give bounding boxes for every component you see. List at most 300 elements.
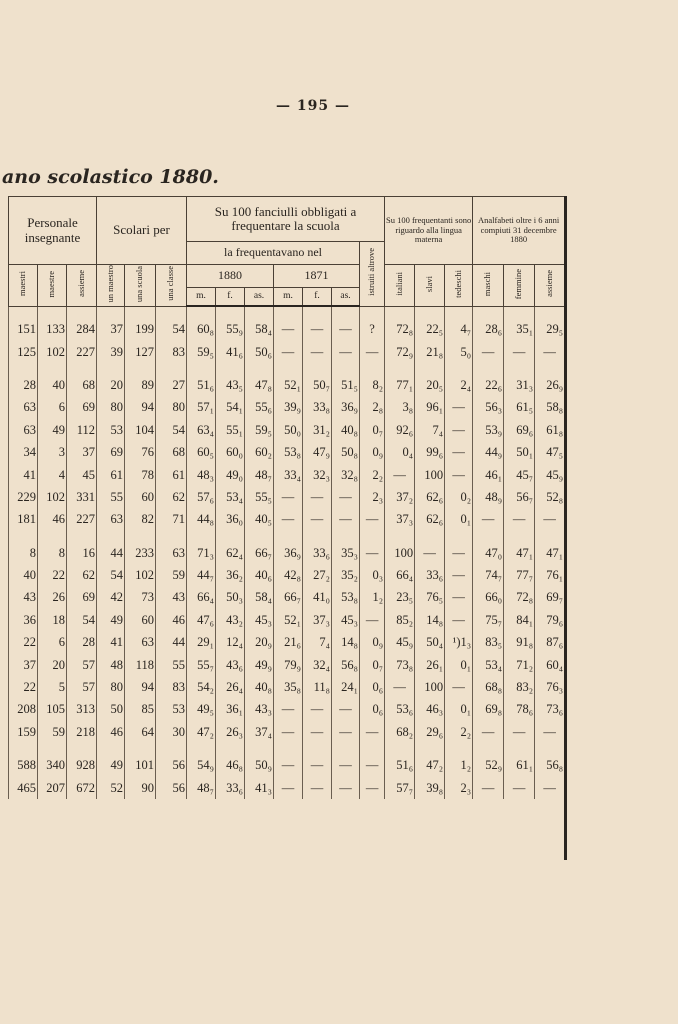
table-cell: 20 <box>38 654 67 676</box>
table-cell: 54 <box>97 564 125 586</box>
table-row <box>9 397 565 419</box>
table-cell: 79₆ <box>535 609 565 631</box>
table-cell: 33₆ <box>415 564 445 586</box>
table-cell: — <box>385 676 415 698</box>
table-cell: 208 <box>9 699 38 721</box>
table-cell: 159 <box>9 721 38 743</box>
table-cell: 78 <box>125 464 156 486</box>
table-cell: 77₇ <box>504 564 535 586</box>
table-cell: 0₇ <box>360 419 385 441</box>
group-gap-row <box>9 363 565 374</box>
table-cell: 69 <box>67 587 97 609</box>
table-cell: 36₀ <box>216 509 245 531</box>
table-cell: 53₈ <box>274 441 303 463</box>
table-cell: 47₁ <box>535 542 565 564</box>
table-cell: — <box>303 318 332 340</box>
table-cell: 0₃ <box>360 564 385 586</box>
table-cell: — <box>332 509 360 531</box>
table-cell: 47₉ <box>303 441 332 463</box>
table-cell: 29₆ <box>415 721 445 743</box>
table-cell: 18 <box>38 609 67 631</box>
table-cell: — <box>303 699 332 721</box>
table-cell: 37₂ <box>385 486 415 508</box>
table-cell: 227 <box>67 509 97 531</box>
table-cell: — <box>303 777 332 799</box>
table-row <box>9 676 565 698</box>
table-cell: 35₃ <box>332 542 360 564</box>
table-cell: 52₉ <box>473 755 504 777</box>
table-cell: 60 <box>125 486 156 508</box>
table-cell: 83₅ <box>473 632 504 654</box>
table-cell: 79₉ <box>274 654 303 676</box>
table-cell: — <box>385 464 415 486</box>
header-maschi: maschi <box>473 265 504 307</box>
table-cell: — <box>445 542 473 564</box>
table-cell: 47₆ <box>187 609 216 631</box>
table-cell: 229 <box>9 486 38 508</box>
table-cell: 45₉ <box>535 464 565 486</box>
table-row <box>9 318 565 340</box>
table-cell: 45₃ <box>332 609 360 631</box>
table-cell: 43₅ <box>216 374 245 396</box>
table-cell: 50₉ <box>245 755 274 777</box>
table-cell: — <box>445 441 473 463</box>
table-cell: 2₄ <box>445 374 473 396</box>
table-cell: 69₈ <box>473 699 504 721</box>
table-cell: — <box>274 699 303 721</box>
table-cell: 62₆ <box>415 509 445 531</box>
table-cell: — <box>303 509 332 531</box>
table-cell: 39₉ <box>274 397 303 419</box>
table-cell: 26₄ <box>216 676 245 698</box>
header-1880-f: f. <box>216 287 245 306</box>
table-cell: 50₄ <box>415 632 445 654</box>
table-cell: — <box>360 721 385 743</box>
table-cell: 2₂ <box>445 721 473 743</box>
table-cell: 0₆ <box>360 699 385 721</box>
table-cell: 0₁ <box>445 699 473 721</box>
table-cell: 32₈ <box>332 464 360 486</box>
table-row <box>9 419 565 441</box>
table-cell: 47₅ <box>535 441 565 463</box>
table-cell: — <box>274 486 303 508</box>
table-cell: — <box>415 542 445 564</box>
table-cell: 63₄ <box>187 419 216 441</box>
table-cell: — <box>332 486 360 508</box>
table-cell: — <box>332 777 360 799</box>
table-cell: 85 <box>125 699 156 721</box>
table-cell: 22 <box>38 564 67 586</box>
table-cell: — <box>360 755 385 777</box>
table-cell: 29₅ <box>535 318 565 340</box>
table-cell: 7₄ <box>415 419 445 441</box>
table-cell: 63 <box>9 397 38 419</box>
table-cell: — <box>360 341 385 363</box>
table-right-border <box>564 196 567 860</box>
table-cell: 35₂ <box>332 564 360 586</box>
table-cell: 112 <box>67 419 97 441</box>
table-cell: 55₆ <box>245 397 274 419</box>
table-cell: 60₀ <box>216 441 245 463</box>
table-cell: 51₆ <box>385 755 415 777</box>
table-cell: 62 <box>67 564 97 586</box>
table-cell: 42 <box>97 587 125 609</box>
table-cell: 47₂ <box>415 755 445 777</box>
table-cell: 54 <box>156 419 187 441</box>
table-cell: 0₉ <box>360 441 385 463</box>
table-cell: 62₆ <box>415 486 445 508</box>
table-cell: 14₈ <box>332 632 360 654</box>
header-1871-as: as. <box>332 287 360 306</box>
table-row <box>9 486 565 508</box>
table-cell: 54₁ <box>216 397 245 419</box>
table-cell: 76₅ <box>415 587 445 609</box>
table-cell: 40₅ <box>245 509 274 531</box>
table-cell: 55₉ <box>216 318 245 340</box>
table-cell: 46₁ <box>473 464 504 486</box>
table-cell: 61 <box>97 464 125 486</box>
group-gap-row <box>9 744 565 755</box>
table-cell: 40 <box>9 564 38 586</box>
table-cell: 58₈ <box>535 397 565 419</box>
table-cell: 43₃ <box>245 699 274 721</box>
header-fanciulli: Su 100 fanciulli obbligati a frequentare la scuola <box>187 197 385 242</box>
table-cell: — <box>332 721 360 743</box>
table-cell: 71₂ <box>504 654 535 676</box>
table-cell: 66₇ <box>245 542 274 564</box>
table-cell: 55 <box>97 486 125 508</box>
table-cell: 53₆ <box>385 699 415 721</box>
table-cell: 102 <box>38 341 67 363</box>
table-cell: 50₀ <box>274 419 303 441</box>
table-cell: 75₇ <box>473 609 504 631</box>
table-cell: 57₆ <box>187 486 216 508</box>
table-cell: 37₃ <box>303 609 332 631</box>
table-cell: — <box>274 721 303 743</box>
spacer-row <box>9 306 565 318</box>
table-cell: 61₈ <box>535 419 565 441</box>
table-row <box>9 542 565 564</box>
table-cell: 5 <box>38 676 67 698</box>
table-cell: 21₈ <box>415 341 445 363</box>
table-cell: 56₈ <box>535 755 565 777</box>
table-cell: 56₇ <box>504 486 535 508</box>
table-cell: 56₃ <box>473 397 504 419</box>
table-cell: 233 <box>125 542 156 564</box>
table-cell: 59₅ <box>245 419 274 441</box>
table-cell: 53₉ <box>473 419 504 441</box>
table-cell: 44₉ <box>473 441 504 463</box>
header-1880-as: as. <box>245 287 274 306</box>
table-cell: 40 <box>38 374 67 396</box>
table-cell: 46 <box>38 509 67 531</box>
table-cell: 24₁ <box>332 676 360 698</box>
table-cell: 43 <box>156 587 187 609</box>
table-cell: 20 <box>97 374 125 396</box>
table-cell: 80 <box>97 676 125 698</box>
header-tedeschi: tedeschi <box>445 265 473 307</box>
table-cell: 102 <box>38 486 67 508</box>
table-cell: 53 <box>156 699 187 721</box>
table-cell: 62 <box>156 486 187 508</box>
table-cell: 31₂ <box>303 419 332 441</box>
table-cell: 55₇ <box>187 654 216 676</box>
table-row <box>9 699 565 721</box>
table-cell: 39 <box>97 341 125 363</box>
table-cell: 33₄ <box>274 464 303 486</box>
table-cell: 102 <box>125 564 156 586</box>
table-cell: 14₈ <box>415 609 445 631</box>
table-cell: 52₁ <box>274 609 303 631</box>
table-row <box>9 587 565 609</box>
header-istruiti-altrove: istruiti altrove <box>360 242 385 307</box>
table-cell: 59 <box>156 564 187 586</box>
table-cell: 36₂ <box>216 564 245 586</box>
table-cell: — <box>504 341 535 363</box>
table-cell: 49 <box>38 419 67 441</box>
table-cell: 49 <box>97 755 125 777</box>
header-lingua: Su 100 frequentanti sono riguardo alla lingua materna <box>385 197 473 265</box>
table-cell: 52₁ <box>274 374 303 396</box>
table-cell: 73 <box>125 587 156 609</box>
table-cell: 48₉ <box>473 486 504 508</box>
header-una-classe: una classe <box>156 265 187 307</box>
table-cell: 63 <box>9 419 38 441</box>
table-cell: 87₆ <box>535 632 565 654</box>
table-cell: 69₇ <box>535 587 565 609</box>
table-cell: 36₁ <box>216 699 245 721</box>
table-cell: 56 <box>156 755 187 777</box>
table-cell: — <box>445 609 473 631</box>
header-frequentavano: la frequentavano nel <box>187 242 360 265</box>
table-cell: 69 <box>97 441 125 463</box>
table-cell: 672 <box>67 777 97 799</box>
page-number: — 195 — <box>276 98 350 114</box>
table-cell: 928 <box>67 755 97 777</box>
table-cell: 37 <box>67 441 97 463</box>
table-cell: 20₅ <box>415 374 445 396</box>
table-cell: 49₀ <box>216 464 245 486</box>
table-cell: 125 <box>9 341 38 363</box>
table-cell: 57 <box>67 676 97 698</box>
table-cell: 22 <box>9 632 38 654</box>
table-cell: 55₁ <box>216 419 245 441</box>
table-cell: — <box>504 721 535 743</box>
table-cell: 26₃ <box>216 721 245 743</box>
table-cell: 59 <box>38 721 67 743</box>
table-cell: — <box>332 755 360 777</box>
table-cell: 100 <box>385 542 415 564</box>
group-gap-row <box>9 531 565 542</box>
table-cell: 48₇ <box>245 464 274 486</box>
table-cell: 49₉ <box>245 654 274 676</box>
table-cell: 72₉ <box>385 341 415 363</box>
table-cell: — <box>445 676 473 698</box>
table-cell: 50₆ <box>245 341 274 363</box>
header-1871-m: m. <box>274 287 303 306</box>
table-cell: 61 <box>156 464 187 486</box>
table-row <box>9 441 565 463</box>
table-cell: 118 <box>125 654 156 676</box>
table-cell: 101 <box>125 755 156 777</box>
table-cell: 50₈ <box>332 441 360 463</box>
table-row <box>9 341 565 363</box>
table-cell: 22 <box>9 676 38 698</box>
table-cell: 96₁ <box>415 397 445 419</box>
table-cell: 45 <box>67 464 97 486</box>
table-cell: 32₄ <box>303 654 332 676</box>
table-cell: 76₁ <box>535 564 565 586</box>
table-cell: 37 <box>9 654 38 676</box>
table-cell: 63 <box>156 542 187 564</box>
table-cell: 83₂ <box>504 676 535 698</box>
table-cell: — <box>445 564 473 586</box>
table-cell: 46 <box>97 721 125 743</box>
table-cell: 21₆ <box>274 632 303 654</box>
table-cell: 68 <box>156 441 187 463</box>
table-cell: — <box>332 699 360 721</box>
table-cell: 340 <box>38 755 67 777</box>
header-scolari: Scolari per <box>97 197 187 265</box>
table-cell: 53 <box>97 419 125 441</box>
table-cell: — <box>445 419 473 441</box>
table-cell: — <box>504 777 535 799</box>
table-cell: 22₅ <box>415 318 445 340</box>
table-cell: 41 <box>97 632 125 654</box>
table-cell: 68 <box>67 374 97 396</box>
table-cell: 52₈ <box>535 486 565 508</box>
table-cell: 0₄ <box>385 441 415 463</box>
table-cell: 83 <box>156 676 187 698</box>
table-body <box>9 306 565 799</box>
table-cell: 85₂ <box>385 609 415 631</box>
table-cell: 28 <box>67 632 97 654</box>
table-cell: 83 <box>156 341 187 363</box>
table-cell: 57₇ <box>385 777 415 799</box>
table-cell: 32₃ <box>303 464 332 486</box>
table-cell: 2₃ <box>445 777 473 799</box>
table-cell: 48₇ <box>187 777 216 799</box>
table-cell: — <box>274 341 303 363</box>
table-cell: 27 <box>156 374 187 396</box>
table-cell: 5₀ <box>445 341 473 363</box>
table-cell: — <box>274 755 303 777</box>
table-cell: 181 <box>9 509 38 531</box>
table-row <box>9 564 565 586</box>
table-cell: 33₆ <box>216 777 245 799</box>
table-cell: 66₄ <box>187 587 216 609</box>
table-cell: 82 <box>125 509 156 531</box>
table-cell: 7₄ <box>303 632 332 654</box>
table-cell: 40₆ <box>245 564 274 586</box>
table-cell: 54₉ <box>187 755 216 777</box>
table-cell: 8₂ <box>360 374 385 396</box>
header-year-1880: 1880 <box>187 265 274 288</box>
statistics-table-container <box>8 196 564 796</box>
table-cell: 69₆ <box>504 419 535 441</box>
table-cell: 80 <box>156 397 187 419</box>
table-cell: 44 <box>156 632 187 654</box>
table-cell: 42₈ <box>274 564 303 586</box>
table-cell: 58₄ <box>245 318 274 340</box>
table-cell: 94 <box>125 397 156 419</box>
table-cell: 80 <box>97 397 125 419</box>
table-cell: 66₄ <box>385 564 415 586</box>
table-cell: 4 <box>38 464 67 486</box>
table-cell: 0₁ <box>445 654 473 676</box>
table-cell: 43 <box>9 587 38 609</box>
table-row <box>9 632 565 654</box>
table-row <box>9 777 565 799</box>
table-cell: 284 <box>67 318 97 340</box>
table-cell: 71₃ <box>187 542 216 564</box>
table-cell: 78₆ <box>504 699 535 721</box>
table-cell: 50 <box>97 699 125 721</box>
table-cell: 47₂ <box>187 721 216 743</box>
table-cell: 68₂ <box>385 721 415 743</box>
table-cell: 8 <box>9 542 38 564</box>
table-cell: 40₈ <box>332 419 360 441</box>
table-cell: 43₆ <box>216 654 245 676</box>
table-cell: 331 <box>67 486 97 508</box>
table-cell: 199 <box>125 318 156 340</box>
table-cell: — <box>360 509 385 531</box>
table-cell: — <box>274 509 303 531</box>
table-cell: 49₅ <box>187 699 216 721</box>
header-1871-f: f. <box>303 287 332 306</box>
table-cell: 27₂ <box>303 564 332 586</box>
table-cell: 40₈ <box>245 676 274 698</box>
table-cell: 35₈ <box>274 676 303 698</box>
table-row <box>9 509 565 531</box>
header-slavi: slavi <box>415 265 445 307</box>
table-cell: 63 <box>125 632 156 654</box>
table-cell: 33₆ <box>303 542 332 564</box>
table-cell: 0₂ <box>445 486 473 508</box>
table-cell: 50₃ <box>216 587 245 609</box>
table-cell: 0₁ <box>445 509 473 531</box>
table-cell: 56₈ <box>332 654 360 676</box>
table-cell: — <box>303 755 332 777</box>
table-cell: 60₅ <box>187 441 216 463</box>
header-1880-m: m. <box>187 287 216 306</box>
table-cell: 41₀ <box>303 587 332 609</box>
table-cell: 66₇ <box>274 587 303 609</box>
table-cell: 69 <box>67 397 97 419</box>
table-cell: 313 <box>67 699 97 721</box>
header-una-scuola: una scuola <box>125 265 156 307</box>
table-cell: 91₈ <box>504 632 535 654</box>
table-row <box>9 721 565 743</box>
table-cell: 58₄ <box>245 587 274 609</box>
table-cell: — <box>445 397 473 419</box>
table-cell: — <box>445 464 473 486</box>
table-cell: 28 <box>9 374 38 396</box>
table-cell: 60 <box>125 609 156 631</box>
table-cell: 51₆ <box>187 374 216 396</box>
table-cell: 48₃ <box>187 464 216 486</box>
table-cell: 6 <box>38 397 67 419</box>
table-cell: — <box>360 542 385 564</box>
table-cell: 151 <box>9 318 38 340</box>
table-cell: 26₁ <box>415 654 445 676</box>
table-cell: — <box>535 509 565 531</box>
table-cell: 100 <box>415 464 445 486</box>
header-assieme-analfabeti: assieme <box>535 265 565 307</box>
table-cell: 51₅ <box>332 374 360 396</box>
table-cell: 33₈ <box>303 397 332 419</box>
table-cell: 49 <box>97 609 125 631</box>
